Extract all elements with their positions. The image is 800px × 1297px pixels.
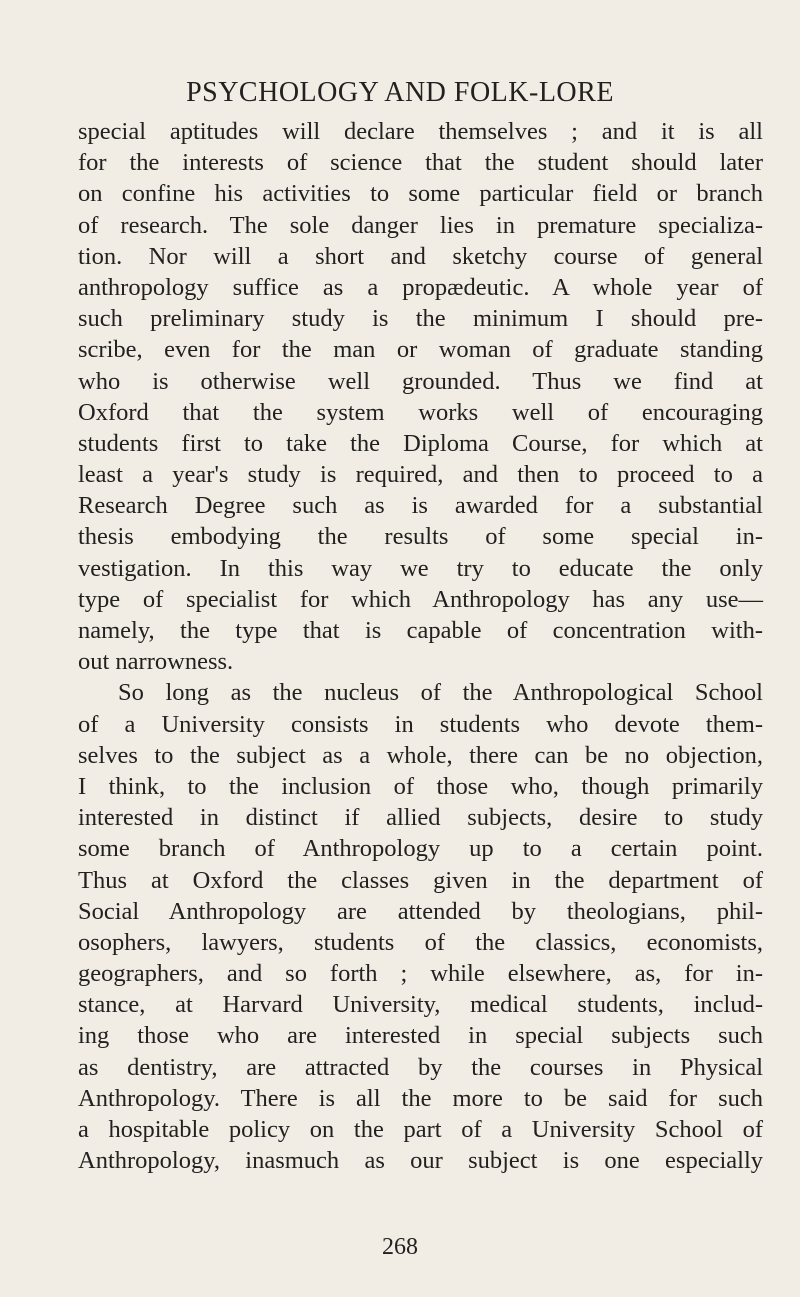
text-line: stance, at Harvard University, medical students, includ-	[78, 991, 763, 1019]
text-line: interested in distinct if allied subjects, desire to study	[78, 804, 763, 832]
text-line: such preliminary study is the minimum I should pre-	[78, 305, 763, 333]
text-line: students first to take the Diploma Course, for which at	[78, 429, 763, 457]
running-head: PSYCHOLOGY AND FOLK-LORE	[186, 77, 614, 108]
text-line: some branch of Anthropology up to a certain point.	[78, 835, 763, 863]
text-line: type of specialist for which Anthropology has any use—	[78, 585, 763, 613]
text-line: osophers, lawyers, students of the classics, economists,	[78, 928, 763, 956]
text-line: as dentistry, are attracted by the courses in Physical	[78, 1053, 763, 1081]
text-line: So long as the nucleus of the Anthropological School	[118, 679, 763, 707]
text-line: Anthropology, inasmuch as our subject is one especially	[78, 1147, 763, 1175]
text-line: special aptitudes will declare themselves ; and it is all	[78, 118, 763, 145]
body-text	[78, 116, 763, 1176]
text-line: for the interests of science that the student should later	[78, 149, 763, 177]
text-line: on confine his activities to some particular field or branch	[78, 180, 763, 208]
text-line: geographers, and so forth ; while elsewhere, as, for in-	[78, 960, 763, 988]
text-line: of a University consists in students who devote them-	[78, 710, 763, 738]
text-line: Thus at Oxford the classes given in the department of	[78, 866, 763, 894]
text-line: thesis embodying the results of some special in-	[78, 523, 763, 551]
text-line: selves to the subject as a whole, there can be no objection,	[78, 741, 763, 769]
text-line: scribe, even for the man or woman of graduate standing	[78, 336, 763, 364]
text-line: Research Degree such as is awarded for a substantial	[78, 492, 763, 520]
text-line: Oxford that the system works well of encouraging	[78, 398, 763, 426]
page-number: 268	[382, 1234, 418, 1260]
text-line: a hospitable policy on the part of a University School of	[78, 1116, 763, 1143]
text-line: out narrowness.	[78, 648, 234, 676]
text-line: Anthropology. There is all the more to be said for such	[78, 1084, 763, 1112]
text-line: namely, the type that is capable of concentration with-	[78, 617, 763, 644]
text-line: least a year's study is required, and then to proceed to a	[78, 461, 763, 489]
text-line: I think, to the inclusion of those who, though primarily	[78, 772, 763, 800]
text-line: ing those who are interested in special subjects such	[78, 1022, 763, 1050]
text-line: of research. The sole danger lies in premature specializa-	[78, 211, 763, 239]
text-line: anthropology suffice as a propædeutic. A whole year of	[78, 273, 763, 301]
text-line: tion. Nor will a short and sketchy course of general	[78, 242, 763, 270]
text-line: vestigation. In this way we try to educate the only	[78, 554, 763, 582]
text-line: who is otherwise well grounded. Thus we find at	[78, 367, 763, 395]
text-line: Social Anthropology are attended by theologians, phil-	[78, 897, 763, 925]
